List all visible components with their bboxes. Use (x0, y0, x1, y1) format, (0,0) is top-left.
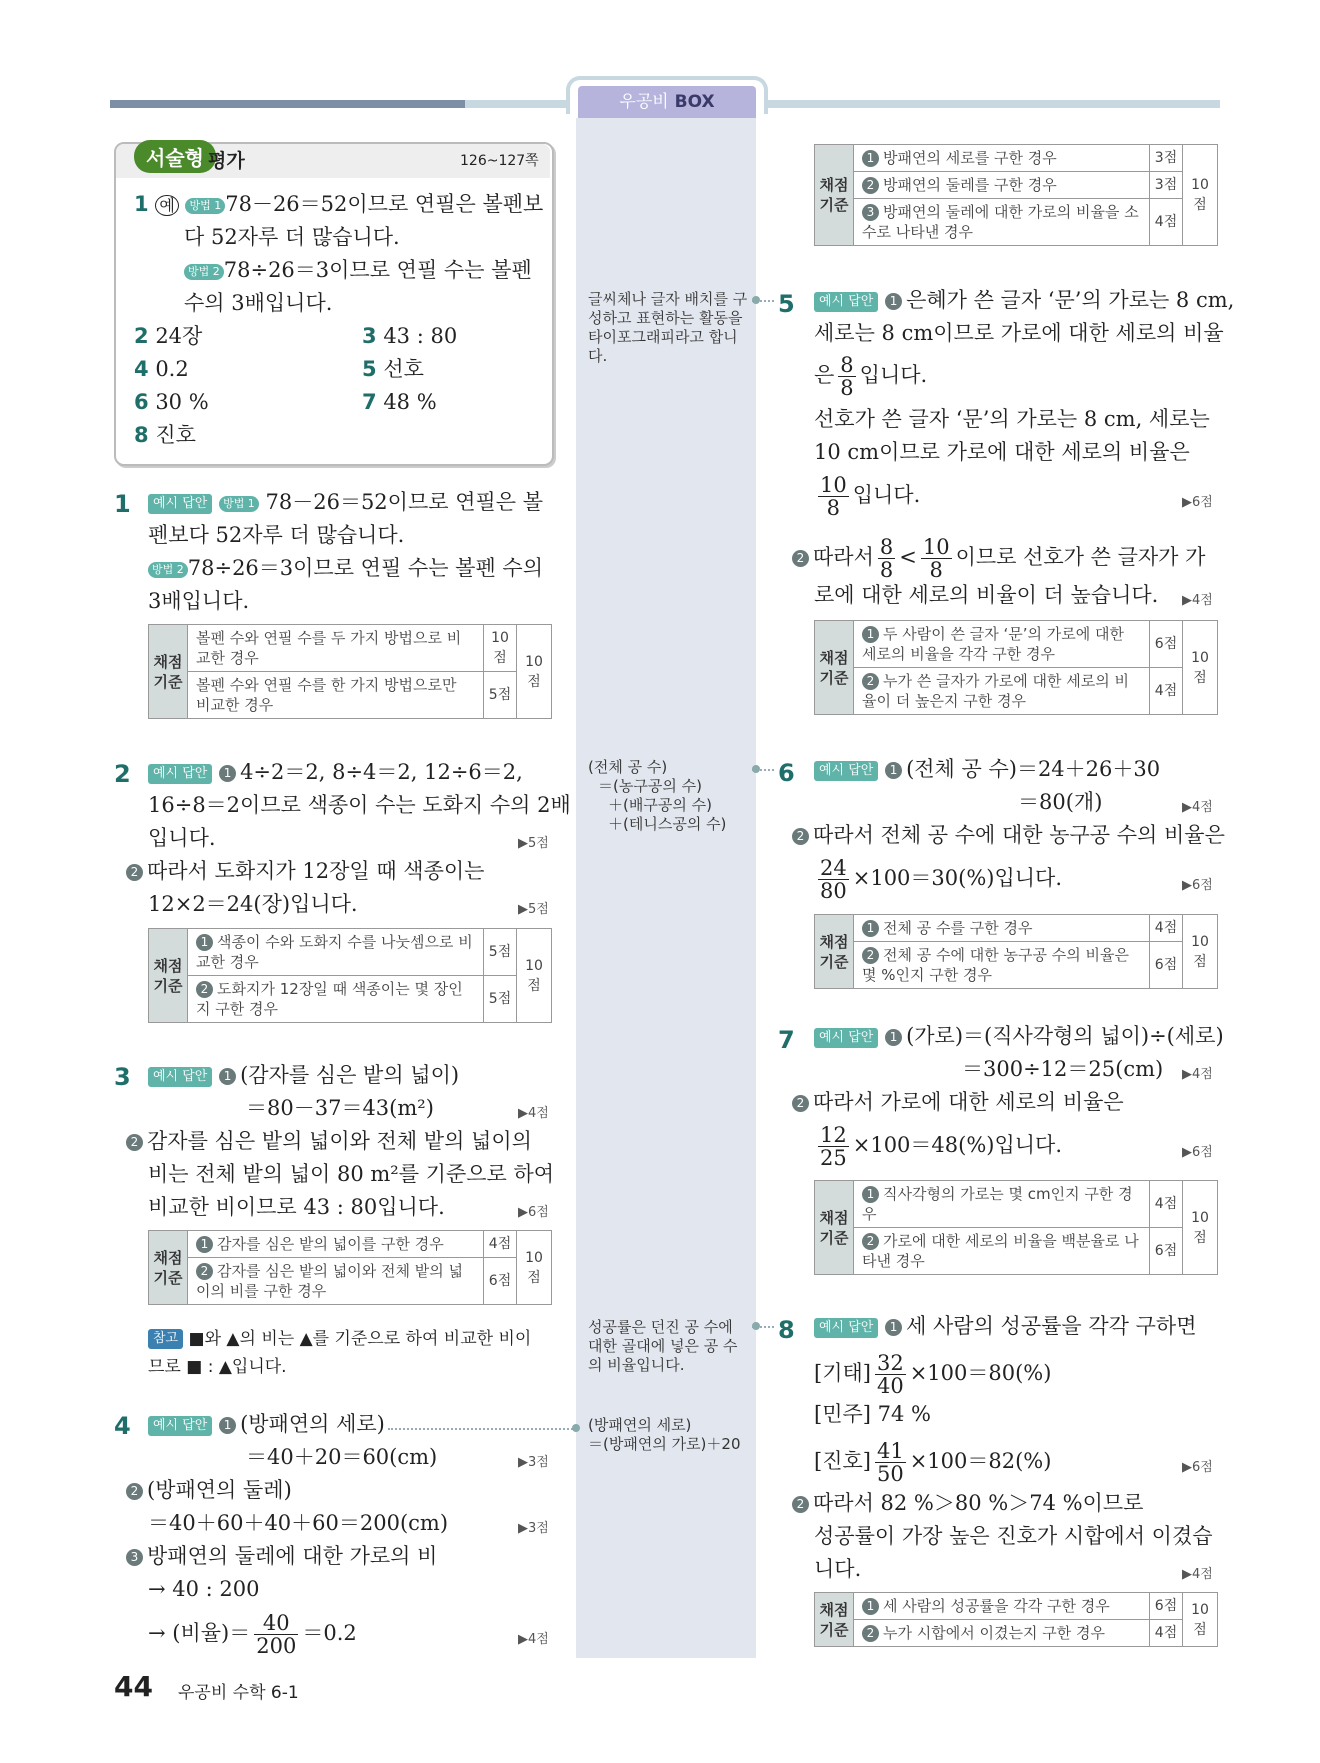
q4-line5: 3 방패연의 둘레에 대한 가로의 비 (126, 1540, 437, 1573)
q5-line3: 은 $\frac{8}{8}$ 입니다. (814, 353, 928, 400)
header-bar-right (760, 100, 1220, 108)
q8-rubric: 채점 기준 1 세 사람의 성공률을 각각 구한 경우 6점 10점 2 누가 시합에서 이겼는지 구한 경우 4점 (814, 1592, 1218, 1647)
q8-line4: 니다. (814, 1557, 862, 1581)
q6-points: ▶4점 (1182, 800, 1213, 815)
side-note-kite-height: (방패연의 세로) ＝(방패연의 가로)＋20 (588, 1416, 741, 1453)
q8-line1: 예시 답안 1 세 사람의 성공률을 각각 구하면 (814, 1310, 1196, 1343)
q4-line3: 2 (방패연의 둘레) (126, 1474, 292, 1507)
q3-line1: 예시 답안 1 (감자를 심은 밭의 넓이) (148, 1059, 459, 1092)
q7-points: ▶6점 (1182, 1145, 1213, 1160)
q1-line1: 예시 답안 방법 1 78－26＝52이므로 연필은 볼 (148, 486, 543, 519)
q7-points: ▶4점 (1182, 1067, 1213, 1082)
q5-line5: 10 cm이므로 가로에 대한 세로의 비율은 (814, 440, 1190, 464)
summary-answer: 6 30 % (134, 390, 209, 414)
q6-line2: ＝80(개) (1018, 790, 1103, 814)
summary-item1-line3: 방법 2 78÷26＝3이므로 연필 수는 볼펜 (184, 254, 532, 287)
q7-line3: 2 따라서 가로에 대한 세로의 비율은 (792, 1086, 1124, 1119)
summary-title: 평가 (208, 150, 245, 172)
q7-line4: $\frac{12}{25}$ ×100＝48(%)입니다. (820, 1123, 1063, 1170)
header-bar (465, 100, 575, 108)
q3-note-line1: 참고 ■와 ▲의 비는 ▲를 기준으로 하여 비교한 비이 (148, 1325, 531, 1353)
q4-rubric: 채점 기준 1 방패연의 세로를 구한 경우 3점 10점 2 방패연의 둘레를 구한 경우 3점 3 방패연의 둘레에 대한 가로의 비율을 소수로 나타낸 경우 4점 (814, 144, 1218, 246)
q3-rubric: 채점 기준 1 감자를 심은 밭의 넓이를 구한 경우 4점 10점 2 감자를 심은 밭의 넓이와 전체 밭의 넓이의 비를 구한 경우 6점 (148, 1230, 552, 1305)
q4-line6: → 40 : 200 (148, 1577, 260, 1601)
q4-line1: 예시 답안 1 (방패연의 세로) (148, 1408, 385, 1441)
summary-answer: 3 43 : 80 (362, 324, 458, 348)
q2-line4: 2 따라서 도화지가 12장일 때 색종이는 (126, 855, 484, 888)
connector-dot (752, 765, 760, 773)
side-note-total-balls: (전체 공 수) ＝(농구공의 수) ＋(배구공의 수) ＋(테니스공의 수) (588, 758, 727, 833)
summary-badge: 서술형 (134, 140, 216, 173)
q3-points: ▶4점 (518, 1106, 549, 1121)
q1-line4: 3배입니다. (148, 589, 250, 613)
q1-rubric: 채점 기준 볼펜 수와 연필 수를 두 가지 방법으로 비교한 경우 10점 10점 볼펜 수와 연필 수를 한 가지 방법으로만 비교한 경우 5점 (148, 624, 552, 719)
q8-line3: 성공률이 가장 높은 진호가 시합에서 이겼습 (814, 1524, 1213, 1548)
q5-line1: 예시 답안 1 은혜가 쓴 글자 ‘문’의 가로는 8 cm, (814, 284, 1234, 317)
summary-answer: 7 48 % (362, 390, 437, 414)
q8-points: ▶4점 (1182, 1567, 1213, 1582)
box-tab-label: 우공비 (619, 92, 669, 112)
q3-line5: 비교한 비이므로 43 : 80입니다. (148, 1195, 445, 1219)
q6-rubric: 채점 기준 1 전체 공 수를 구한 경우 4점 10점 2 전체 공 수에 대한 농구공 수의 비율은 몇 %인지 구한 경우 6점 (814, 914, 1218, 989)
q6-line4: $\frac{24}{80}$ ×100＝30(%)입니다. (820, 856, 1063, 903)
q3-line2: ＝80－37＝43(m²) (246, 1096, 434, 1120)
question-number: 7 (778, 1026, 795, 1054)
q4-line2: ＝40＋20＝60(cm) (246, 1445, 438, 1469)
q4-points: ▶3점 (518, 1521, 549, 1536)
q7-rubric: 채점 기준 1 직사각형의 가로는 몇 cm인지 구한 경우 4점 10점 2 가로에 대한 세로의 비율을 백분율로 나타낸 경우 6점 (814, 1180, 1218, 1275)
q4-line7: → (비율)＝ $\frac{40}{200}$ ＝0.2 (148, 1611, 357, 1658)
q1-line3: 방법 2 78÷26＝3이므로 연필 수는 볼펜 수의 (148, 552, 543, 585)
summary-answer: 5 선호 (362, 357, 424, 381)
q5-line2: 세로는 8 cm이므로 가로에 대한 세로의 비율 (814, 321, 1224, 345)
q2-points: ▶5점 (518, 902, 549, 917)
q6-line1: 예시 답안 1 (전체 공 수)＝24＋26＋30 (814, 753, 1160, 786)
q6-points: ▶6점 (1182, 878, 1213, 893)
question-number: 1 (114, 490, 131, 518)
q4-line4: ＝40＋60＋40＋60＝200(cm) (148, 1511, 449, 1535)
q8-r2: [민주] 74 % (814, 1402, 931, 1426)
q5-points: ▶6점 (1182, 495, 1213, 510)
q5-line6: $\frac{10}{8}$ 입니다. (820, 473, 921, 520)
summary-answer: 2 24장 (134, 324, 203, 348)
q2-line2: 16÷8＝2이므로 색종이 수는 도화지 수의 2배 (148, 793, 571, 817)
q5-rubric: 채점 기준 1 두 사람이 쓴 글자 ‘문’의 가로에 대한 세로의 비율을 각각 구한 경우 6점 10점 2 누가 쓴 글자가 가로에 대한 세로의 비율이 더 높은지 구한 경우 4점 (814, 620, 1218, 715)
q5-line4: 선호가 쓴 글자 ‘문’의 가로는 8 cm, 세로는 (814, 407, 1210, 431)
question-number: 2 (114, 760, 131, 788)
connector-dot (752, 296, 760, 304)
q8-r3: [진호] $\frac{41}{50}$ ×100＝82(%) (814, 1439, 1052, 1486)
summary-answer: 8 진호 (134, 423, 196, 447)
question-number: 3 (114, 1063, 131, 1091)
summary-answer: 4 0.2 (134, 357, 189, 381)
q2-line1: 예시 답안 1 4÷2＝2, 8÷4＝2, 12÷6＝2, (148, 756, 523, 789)
q5-line8: 로에 대한 세로의 비율이 더 높습니다. (814, 583, 1159, 607)
question-number: 8 (778, 1316, 795, 1344)
q3-note-line2: 므로 ■ : ▲입니다. (148, 1357, 287, 1377)
q7-line2: ＝300÷12＝25(cm) (962, 1057, 1164, 1081)
q8-line2: 2 따라서 82 %＞80 %＞74 %이므로 (792, 1487, 1143, 1520)
summary-item1-line4: 수의 3배입니다. (184, 291, 333, 315)
question-number: 5 (778, 290, 795, 318)
summary-pages: 126~127쪽 (460, 153, 539, 169)
question-number: 6 (778, 759, 795, 787)
page-number: 44 (114, 1670, 153, 1703)
q4-points: ▶4점 (518, 1632, 549, 1647)
q1-line2: 펜보다 52자루 더 많습니다. (148, 523, 405, 547)
q5-line7: 2 따라서 $\frac{8}{8}$ < $\frac{10}{8}$ 이므로 선호가 쓴 글자가 가 (792, 536, 1205, 581)
question-number: 4 (114, 1412, 131, 1440)
book-title: 우공비 수학 6-1 (178, 1683, 299, 1703)
q5-points: ▶4점 (1182, 593, 1213, 608)
q3-points: ▶6점 (518, 1205, 549, 1220)
q2-line5: 12×2＝24(장)입니다. (148, 892, 358, 916)
q7-line1: 예시 답안 1 (가로)＝(직사각형의 넓이)÷(세로) (814, 1020, 1224, 1053)
q8-r1: [기태] $\frac{32}{40}$ ×100＝80(%) (814, 1351, 1052, 1398)
connector-dot (572, 1424, 580, 1432)
q2-points: ▶5점 (518, 836, 549, 851)
box-tab (578, 86, 756, 118)
q2-rubric: 채점 기준 1 색종이 수와 도화지 수를 나눗셈으로 비교한 경우 5점 10점 2 도화지가 12장일 때 색종이는 몇 장인지 구한 경우 5점 (148, 928, 552, 1023)
header-bar-left (110, 100, 465, 108)
q8-points: ▶6점 (1182, 1460, 1213, 1475)
q3-line4: 비는 전체 밭의 넓이 80 m²를 기준으로 하여 (148, 1162, 555, 1186)
box-tab-box: BOX (674, 92, 715, 112)
summary-item1-line2: 다 52자루 더 많습니다. (184, 225, 400, 249)
connector-dot (752, 1322, 760, 1330)
side-note-success-rate: 성공률은 던진 공 수에 대한 골대에 넣은 공 수의 비율입니다. (588, 1318, 738, 1374)
q2-line3: 입니다. (148, 826, 216, 850)
q6-line3: 2 따라서 전체 공 수에 대한 농구공 수의 비율은 (792, 819, 1225, 852)
side-note-typography: 글씨체나 글자 배치를 구성하고 표현하는 활동을 타이포그래피라고 합니다. (588, 290, 748, 365)
connector-line (388, 1428, 576, 1430)
summary-item1-line1: 1 예 방법 1 78－26＝52이므로 연필은 볼펜보 (134, 192, 544, 216)
q3-line3: 2 감자를 심은 밭의 넓이와 전체 밭의 넓이의 (126, 1125, 532, 1158)
q4-points: ▶3점 (518, 1455, 549, 1470)
